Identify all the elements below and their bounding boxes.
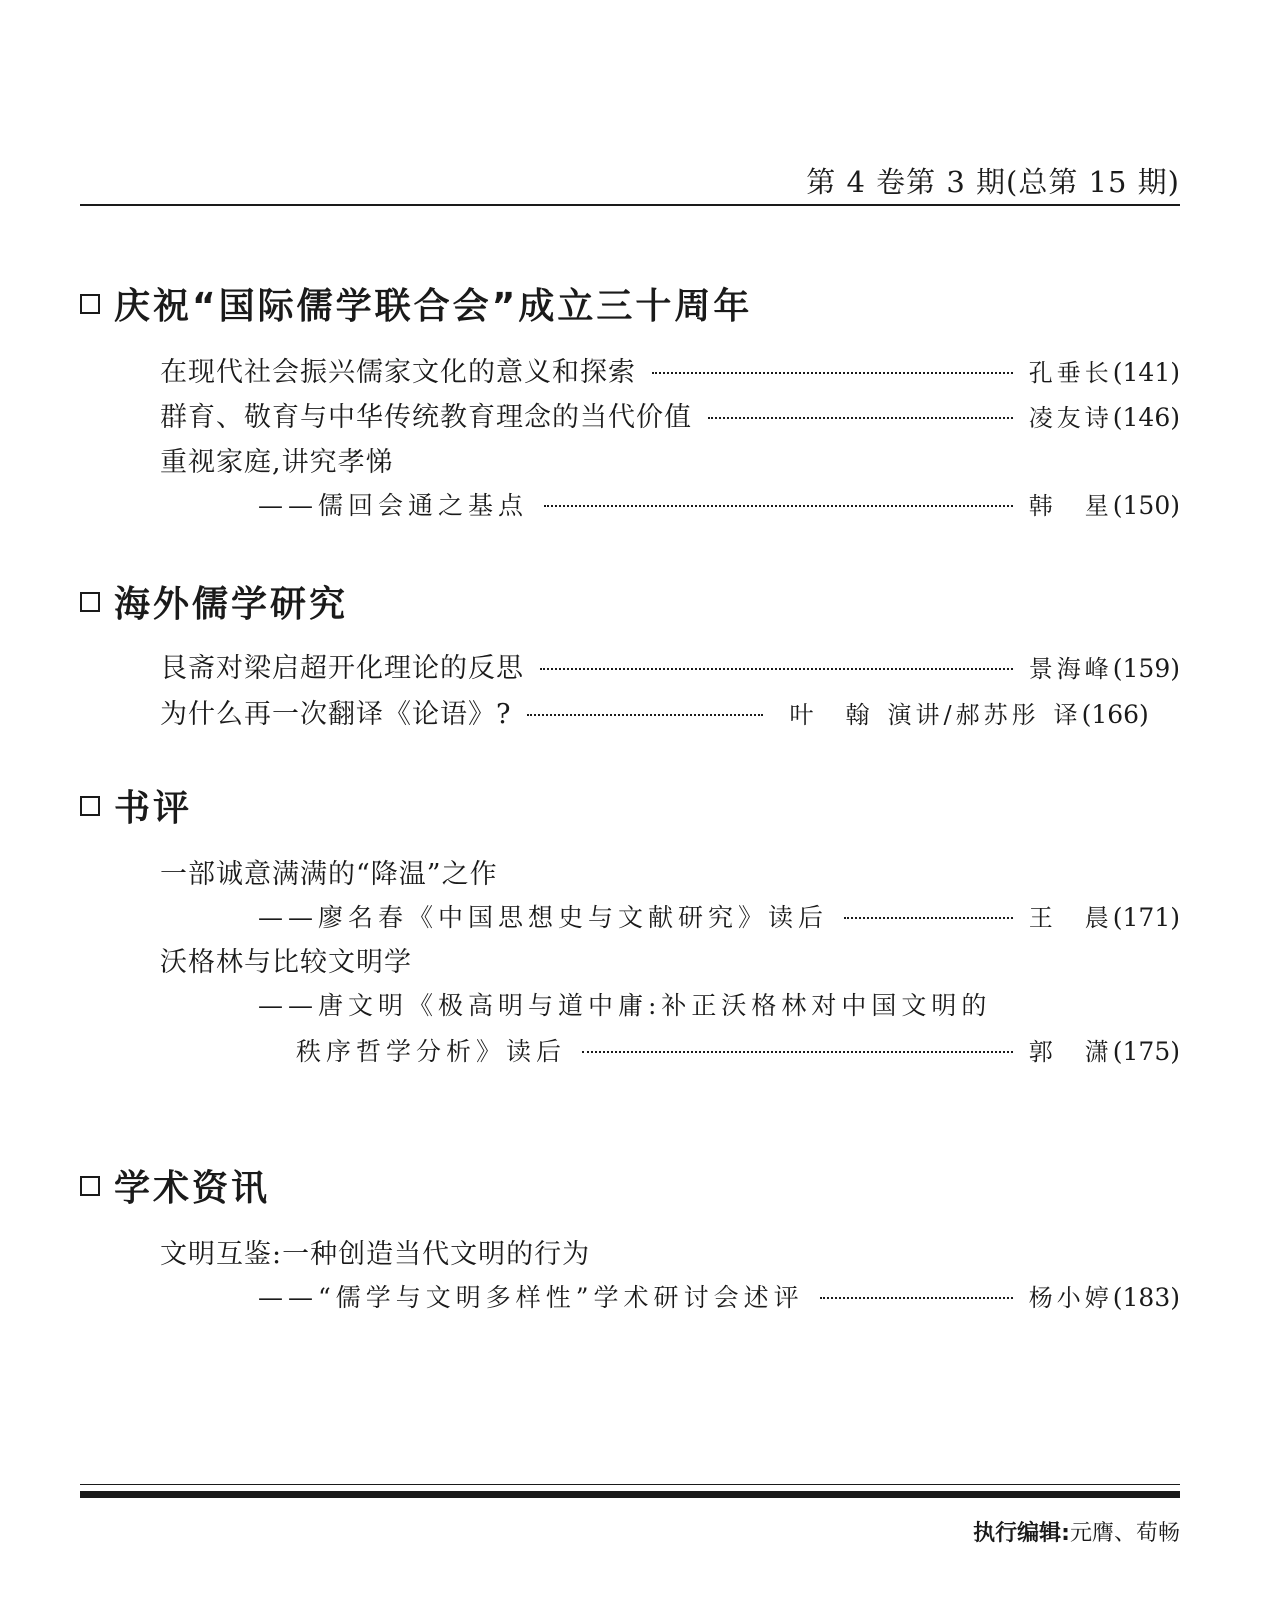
editor-names: 元膺、荀畅 xyxy=(1069,1521,1180,1546)
entry-translator: /郝苏彤 xyxy=(943,701,1040,729)
toc-entry[interactable] xyxy=(0,646,1180,685)
entry-title: 在现代社会振兴儒家文化的意义和探索 xyxy=(160,357,636,388)
entry-page: (175) xyxy=(1112,1037,1180,1066)
entry-author: 景海峰 xyxy=(1028,655,1113,683)
entry-page: (146) xyxy=(1112,403,1180,432)
entry-title: 为什么再一次翻译《论语》? xyxy=(160,699,512,730)
entry-page: (159) xyxy=(1112,654,1180,683)
footer-rule-thick xyxy=(80,1491,1180,1498)
entry-title[interactable]: 沃格林与比较文明学 xyxy=(160,947,412,978)
entry-translator-role: 译 xyxy=(1053,701,1082,729)
entry-page: (150) xyxy=(1112,491,1180,520)
toc-entry-subtitle[interactable] xyxy=(0,1278,1180,1314)
header-rule xyxy=(80,204,1180,206)
toc-entry[interactable] xyxy=(0,350,1180,389)
entry-author: 杨小婷 xyxy=(1028,1284,1113,1312)
editor-label: 执行编辑: xyxy=(973,1521,1070,1546)
toc-entry[interactable] xyxy=(0,395,1180,434)
executive-editor xyxy=(973,1516,1180,1547)
entry-author: 王 晨 xyxy=(1028,904,1113,932)
checkbox-square-icon xyxy=(80,592,100,612)
entry-title[interactable]: 一部诚意满满的“降温”之作 xyxy=(160,859,498,890)
entry-speaker: 叶 翰 xyxy=(789,701,874,729)
entry-author: 韩 星 xyxy=(1028,492,1113,520)
entry-author: 郭 潇 xyxy=(1028,1038,1113,1066)
entry-page: (171) xyxy=(1112,903,1180,932)
entry-subtitle: ——廖名春《中国思想史与文献研究》读后 xyxy=(258,903,829,932)
leader-dots xyxy=(544,505,1013,507)
section-heading xyxy=(80,1160,270,1211)
entry-subtitle-continued: 秩序哲学分析》读后 xyxy=(296,1037,567,1066)
entry-title: 艮斋对梁启超开化理论的反思 xyxy=(160,653,524,684)
checkbox-square-icon xyxy=(80,294,100,314)
section-heading xyxy=(80,278,752,329)
entry-title[interactable]: 文明互鉴:一种创造当代文明的行为 xyxy=(160,1239,591,1270)
leader-dots xyxy=(652,372,1013,374)
section-title: 海外儒学研究 xyxy=(114,584,349,625)
section-title: 学术资讯 xyxy=(114,1168,271,1209)
entry-subtitle: ——“儒学与文明多样性”学术研讨会述评 xyxy=(258,1283,804,1312)
entry-author: 孔垂长 xyxy=(1028,359,1113,387)
leader-dots xyxy=(527,714,763,716)
leader-dots xyxy=(540,668,1013,670)
entry-title: 群育、敬育与中华传统教育理念的当代价值 xyxy=(160,402,692,433)
entry-subtitle: ——唐文明《极高明与道中庸:补正沃格林对中国文明的 xyxy=(258,991,992,1020)
entry-author: 凌友诗 xyxy=(1028,404,1113,432)
issue-number: 第 4 卷第 3 期(总第 15 期) xyxy=(806,165,1180,199)
footer-rule-thin xyxy=(80,1484,1180,1485)
leader-dots xyxy=(820,1297,1013,1299)
entry-page: (141) xyxy=(1112,358,1180,387)
section-title: 庆祝“国际儒学联合会”成立三十周年 xyxy=(114,286,753,327)
leader-dots xyxy=(844,917,1013,919)
toc-entry[interactable] xyxy=(0,692,1180,731)
entry-subtitle: ——儒回会通之基点 xyxy=(258,491,529,520)
toc-entry-subtitle[interactable] xyxy=(0,486,1180,522)
section-heading xyxy=(80,780,192,831)
checkbox-square-icon xyxy=(80,796,100,816)
entry-speaker-role: 演讲 xyxy=(887,701,944,729)
section-title: 书评 xyxy=(114,788,193,829)
checkbox-square-icon xyxy=(80,1176,100,1196)
section-heading xyxy=(80,576,348,627)
toc-entry-subtitle[interactable] xyxy=(0,898,1180,934)
entry-title[interactable]: 重视家庭,讲究孝悌 xyxy=(160,447,394,478)
entry-page: (166) xyxy=(1081,700,1149,729)
toc-entry-subtitle[interactable] xyxy=(0,1032,1180,1068)
leader-dots xyxy=(582,1051,1013,1053)
leader-dots xyxy=(708,417,1013,419)
entry-page: (183) xyxy=(1112,1283,1180,1312)
